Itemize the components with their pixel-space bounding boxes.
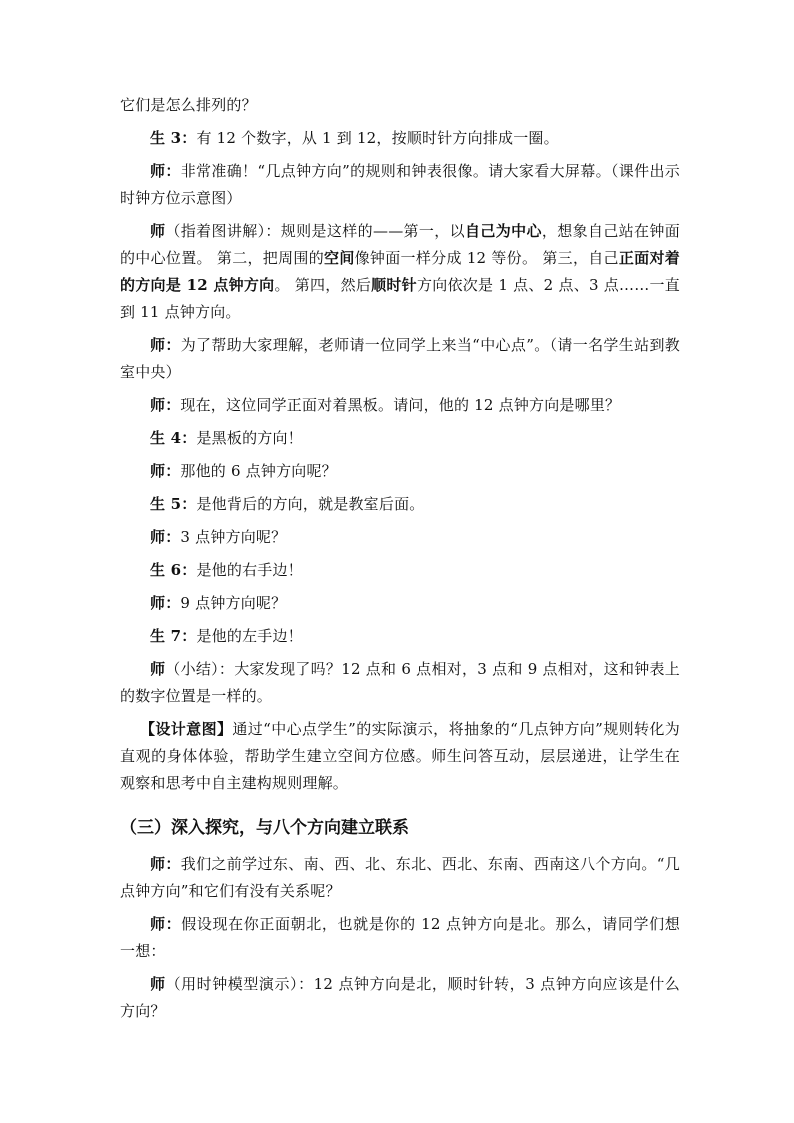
paragraph-2 — [120, 125, 680, 152]
paragraph-16 — [120, 851, 680, 905]
paragraph-17 — [120, 911, 680, 965]
paragraph-text: （小结）：大家发现了吗？12 点和 6 点相对，3 点和 9 点相对，这和钟表上的数字位置是一样的。 — [120, 660, 680, 705]
paragraph-4 — [120, 218, 680, 326]
paragraph-10 — [120, 524, 680, 551]
emphasis-text: 顺时针 — [371, 276, 417, 294]
paragraph-text: 是他背后的方向，就是教室后面。 — [196, 495, 425, 513]
paragraph-text: 通过“中心点学生”的实际演示，将抽象的“几点钟方向”规则转化为直观的身体体验，帮助学生建立空间方位感。师生问答互动，层层递进，让学生在观察和思考中自主建构规则理解。 — [120, 720, 680, 792]
paragraph-text: 像钟面一样分成 12 等份。 第三，自己 — [354, 249, 619, 267]
document-body — [120, 92, 680, 1031]
paragraph-8 — [120, 458, 680, 485]
paragraph-9 — [120, 491, 680, 518]
paragraph-text: ，想象自己站在钟面的中心位置。 第二，把周围的 — [120, 222, 680, 267]
paragraph-text: 它们是怎么排列的？ — [120, 96, 257, 114]
emphasis-text: 自己为中心 — [465, 222, 542, 240]
design-intent-label: 【设计意图】 — [140, 720, 233, 738]
paragraph-13 — [120, 623, 680, 650]
paragraph-text: 有 12 个数字，从 1 到 12，按顺时针方向排成一圈。 — [196, 129, 559, 147]
paragraph-7 — [120, 425, 680, 452]
paragraph-text: 那他的 6 点钟方向呢？ — [180, 462, 337, 480]
paragraph-text: 为了帮助大家理解，老师请一位同学上来当“中心点”。（请一名学生站到教室中央） — [120, 336, 680, 381]
section-heading: （三）深入探究，与八个方向建立联系 — [120, 818, 409, 838]
speaker-label: 师 — [150, 975, 166, 993]
speaker-label: 师： — [150, 594, 181, 612]
paragraph-text: 假设现在你正面朝北，也就是你的 12 点钟方向是北。那么，请同学们想一想： — [120, 915, 680, 960]
speaker-label: 师： — [150, 396, 181, 414]
paragraph-6 — [120, 392, 680, 419]
paragraph-14 — [120, 656, 680, 710]
paragraph-text: 非常准确！“几点钟方向”的规则和钟表很像。请大家看大屏幕。（课件出示时钟方位示意图） — [120, 162, 680, 207]
speaker-label: 生 7： — [150, 627, 197, 645]
paragraph-text: 是他的左手边！ — [196, 627, 303, 645]
paragraph-text: 我们之前学过东、南、西、北、东北、西北、东南、西南这八个方向。“几点钟方向”和它们有没有关系呢？ — [120, 855, 680, 900]
speaker-label: 师： — [150, 855, 181, 873]
speaker-label: 生 4： — [150, 429, 197, 447]
speaker-label: 生 3： — [150, 129, 197, 147]
speaker-label: 师 — [150, 660, 166, 678]
speaker-label: 生 5： — [150, 495, 197, 513]
paragraph-12 — [120, 590, 680, 617]
paragraph-18 — [120, 971, 680, 1025]
speaker-label: 师： — [150, 162, 181, 180]
speaker-label: 生 6： — [150, 561, 197, 579]
paragraph-1 — [120, 92, 680, 119]
paragraph-3 — [120, 158, 680, 212]
emphasis-text: 空间 — [324, 249, 355, 267]
paragraph-11 — [120, 557, 680, 584]
paragraph-text: 方向依次是 1 点、2 点、3 点……一直到 11 点钟方向。 — [120, 276, 680, 321]
speaker-label: 师： — [150, 462, 181, 480]
paragraph-5 — [120, 332, 680, 386]
paragraph-text: 。 第四，然后 — [274, 276, 372, 294]
paragraph-text: （指着图讲解）：规则是这样的——第一，以 — [165, 222, 466, 240]
paragraph-text: 是他的右手边！ — [196, 561, 303, 579]
paragraph-text: 是黑板的方向！ — [196, 429, 303, 447]
paragraph-text: 3 点钟方向呢？ — [180, 528, 287, 546]
paragraph-text: （用时钟模型演示）：12 点钟方向是北，顺时针转，3 点钟方向应该是什么方向？ — [120, 975, 680, 1020]
speaker-label: 师： — [150, 915, 182, 933]
design-intent-paragraph — [120, 716, 680, 797]
speaker-label: 师 — [150, 222, 166, 240]
paragraph-text: 9 点钟方向呢？ — [180, 594, 287, 612]
emphasis-text: 正面对着的方向是 12 点钟方向 — [120, 249, 680, 294]
speaker-label: 师： — [150, 528, 181, 546]
paragraph-text: 现在，这位同学正面对着黑板。请问，他的 12 点钟方向是哪里？ — [180, 396, 621, 414]
speaker-label: 师： — [150, 336, 181, 354]
